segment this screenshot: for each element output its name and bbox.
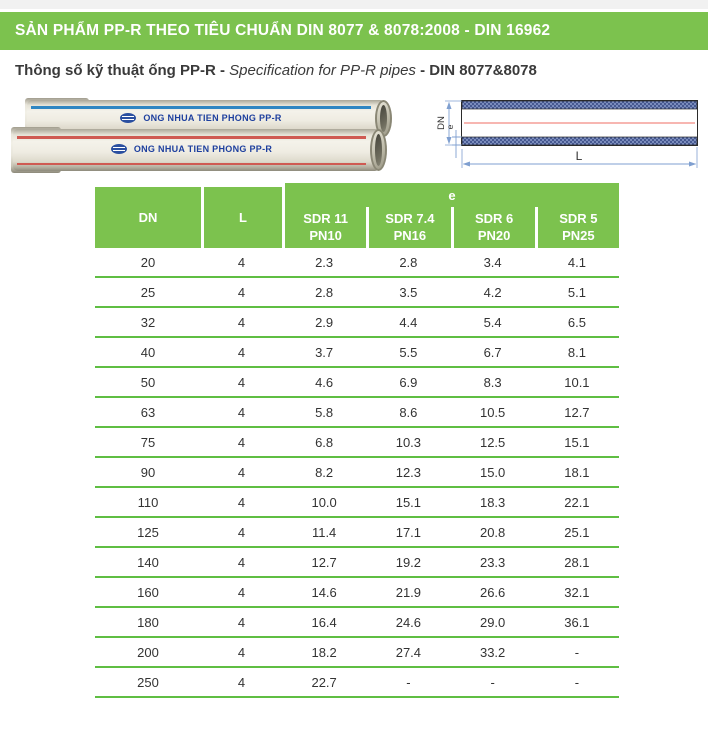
cell-e-value: 10.1 xyxy=(535,368,619,398)
cell-l: 4 xyxy=(201,368,282,398)
table-row xyxy=(95,638,619,668)
cell-e-value: 2.8 xyxy=(366,248,450,278)
header-e-group: e xyxy=(282,183,619,207)
cell-l: 4 xyxy=(201,608,282,638)
cell-e-value: 29.0 xyxy=(451,608,535,638)
cell-e-value: 12.7 xyxy=(282,548,366,578)
cell-e-value: 26.6 xyxy=(451,578,535,608)
cell-e-value: 8.1 xyxy=(535,338,619,368)
cell-dn: 90 xyxy=(95,458,201,488)
cell-e-value: 6.7 xyxy=(451,338,535,368)
cell-e-value: 24.6 xyxy=(366,608,450,638)
spec-table-body xyxy=(95,248,619,698)
cell-l: 4 xyxy=(201,338,282,368)
cell-e-value: 5.8 xyxy=(282,398,366,428)
cell-e-value: 2.8 xyxy=(282,278,366,308)
pipe-bottom xyxy=(13,129,380,171)
cell-e-value: 12.5 xyxy=(451,428,535,458)
pipe-bottom-end-cap xyxy=(370,129,387,171)
cell-l: 4 xyxy=(201,308,282,338)
cell-e-value: 2.9 xyxy=(282,308,366,338)
cell-dn: 250 xyxy=(95,668,201,698)
cell-dn: 180 xyxy=(95,608,201,638)
cell-e-value: 8.3 xyxy=(451,368,535,398)
table-row xyxy=(95,608,619,638)
table-row xyxy=(95,428,619,458)
cell-l: 4 xyxy=(201,458,282,488)
tien-phong-logo-icon xyxy=(120,113,136,123)
cell-l: 4 xyxy=(201,548,282,578)
cell-dn: 25 xyxy=(95,278,201,308)
pipes-illustration xyxy=(0,93,420,178)
table-row xyxy=(95,308,619,338)
cell-e-value: 27.4 xyxy=(366,638,450,668)
table-row xyxy=(95,398,619,428)
header-sdr5 xyxy=(535,207,619,248)
cell-dn: 40 xyxy=(95,338,201,368)
top-strip xyxy=(0,0,708,9)
diagram-dn-label: DN xyxy=(437,116,447,130)
table-row xyxy=(95,518,619,548)
pipe-top-blue-stripe-upper xyxy=(31,106,371,109)
pn-label: PN10 xyxy=(309,227,342,243)
cell-dn: 32 xyxy=(95,308,201,338)
cell-e-value: 6.5 xyxy=(535,308,619,338)
pn-label: PN16 xyxy=(393,227,427,243)
cell-e-value: 12.7 xyxy=(535,398,619,428)
cell-dn: 160 xyxy=(95,578,201,608)
cell-e-value: 20.8 xyxy=(451,518,535,548)
cell-e-value: 33.2 xyxy=(451,638,535,668)
cell-l: 4 xyxy=(201,488,282,518)
cell-e-value: 4.1 xyxy=(535,248,619,278)
pn-label: PN25 xyxy=(562,227,595,243)
table-row xyxy=(95,248,619,278)
cell-e-value: 3.4 xyxy=(451,248,535,278)
cell-l: 4 xyxy=(201,518,282,548)
table-row xyxy=(95,338,619,368)
cell-e-value: 15.0 xyxy=(451,458,535,488)
table-row xyxy=(95,548,619,578)
cell-l: 4 xyxy=(201,668,282,698)
cell-dn: 110 xyxy=(95,488,201,518)
table-row xyxy=(95,488,619,518)
table-row xyxy=(95,368,619,398)
table-row xyxy=(95,278,619,308)
cell-e-value: 22.7 xyxy=(282,668,366,698)
pipe-bottom-red-stripe-upper xyxy=(17,136,366,139)
pipe-wall-top xyxy=(462,101,697,109)
cell-dn: 63 xyxy=(95,398,201,428)
subtitle-dash2: - xyxy=(415,62,430,79)
dimension-diagram-svg xyxy=(437,94,705,176)
diagram-e-label: e xyxy=(445,124,455,130)
cell-e-value: 6.9 xyxy=(366,368,450,398)
subtitle-vietnamese: Thông số kỹ thuật ống PP-R xyxy=(15,62,216,79)
cell-l: 4 xyxy=(201,638,282,668)
cell-e-value: 11.4 xyxy=(282,518,366,548)
cell-e-value: 8.6 xyxy=(366,398,450,428)
header-sdr6 xyxy=(451,207,535,248)
cell-e-value: 3.7 xyxy=(282,338,366,368)
cell-dn: 50 xyxy=(95,368,201,398)
cell-dn: 75 xyxy=(95,428,201,458)
subtitle-dash1: - xyxy=(215,62,230,79)
cell-e-value: 8.2 xyxy=(282,458,366,488)
cell-e-value: 21.9 xyxy=(366,578,450,608)
cell-e-value: 18.1 xyxy=(535,458,619,488)
header-l: L xyxy=(201,183,282,248)
cell-e-value: 5.1 xyxy=(535,278,619,308)
pn-label: PN20 xyxy=(477,227,511,243)
cell-e-value: 6.8 xyxy=(282,428,366,458)
header-dn: DN xyxy=(95,183,201,248)
pipe-wall-bottom xyxy=(462,137,697,145)
cell-e-value: 4.2 xyxy=(451,278,535,308)
cell-e-value: 10.0 xyxy=(282,488,366,518)
cell-e-value: 5.4 xyxy=(451,308,535,338)
cell-l: 4 xyxy=(201,578,282,608)
header-sdr11 xyxy=(282,207,366,248)
banner-title: SẢN PHẨM PP-R THEO TIÊU CHUẨN DIN 8077 & 8078:2008 - DIN 16962 xyxy=(15,22,551,39)
pipe-brand-text: ONG NHUA TIEN PHONG PP-R xyxy=(143,113,282,123)
pipe-bottom-brand xyxy=(13,144,370,154)
cell-e-value: 2.3 xyxy=(282,248,366,278)
cell-e-value: 32.1 xyxy=(535,578,619,608)
cell-dn: 200 xyxy=(95,638,201,668)
subtitle-english: Specification for PP-R pipes xyxy=(229,62,416,79)
cell-e-value: - xyxy=(451,668,535,698)
cell-e-value: 28.1 xyxy=(535,548,619,578)
cell-l: 4 xyxy=(201,278,282,308)
subtitle xyxy=(15,62,537,79)
cell-e-value: 4.4 xyxy=(366,308,450,338)
pipe-top-brand xyxy=(27,113,375,123)
cell-e-value: 4.6 xyxy=(282,368,366,398)
cell-e-value: 36.1 xyxy=(535,608,619,638)
pipe-bottom-red-stripe-lower xyxy=(17,163,366,166)
cell-e-value: 15.1 xyxy=(535,428,619,458)
cell-e-value: 18.3 xyxy=(451,488,535,518)
cell-l: 4 xyxy=(201,398,282,428)
sdr-label: SDR 5 xyxy=(559,210,598,226)
cell-e-value: 12.3 xyxy=(366,458,450,488)
spec-table xyxy=(95,183,619,698)
table-row xyxy=(95,668,619,698)
cell-l: 4 xyxy=(201,428,282,458)
cell-e-value: - xyxy=(366,668,450,698)
cell-dn: 125 xyxy=(95,518,201,548)
subtitle-standard-code: DIN 8077&8078 xyxy=(429,62,537,79)
cell-e-value: 10.3 xyxy=(366,428,450,458)
cell-e-value: 17.1 xyxy=(366,518,450,548)
cell-e-value: 15.1 xyxy=(366,488,450,518)
section-banner xyxy=(0,12,708,50)
sdr-label: SDR 11 xyxy=(303,210,349,226)
table-row xyxy=(95,578,619,608)
cell-e-value: 5.5 xyxy=(366,338,450,368)
cell-e-value: 18.2 xyxy=(282,638,366,668)
cell-dn: 20 xyxy=(95,248,201,278)
sdr-label: SDR 7.4 xyxy=(385,210,435,226)
cell-e-value: - xyxy=(535,668,619,698)
pipe-brand-text: ONG NHUA TIEN PHONG PP-R xyxy=(133,144,273,154)
tien-phong-logo-icon xyxy=(111,144,127,154)
table-row xyxy=(95,458,619,488)
cell-e-value: 16.4 xyxy=(282,608,366,638)
cell-e-value: 3.5 xyxy=(366,278,450,308)
cell-dn: 140 xyxy=(95,548,201,578)
cell-e-value: 10.5 xyxy=(451,398,535,428)
cell-l: 4 xyxy=(201,248,282,278)
spec-table-header xyxy=(95,183,619,248)
sdr-label: SDR 6 xyxy=(474,210,514,226)
cell-e-value: 14.6 xyxy=(282,578,366,608)
header-sdr74 xyxy=(366,207,450,248)
cell-e-value: 25.1 xyxy=(535,518,619,548)
cell-e-value: 19.2 xyxy=(366,548,450,578)
pipe-dimension-diagram xyxy=(437,94,705,176)
cell-e-value: - xyxy=(535,638,619,668)
cell-e-value: 23.3 xyxy=(451,548,535,578)
diagram-l-label: L xyxy=(575,149,583,163)
cell-e-value: 22.1 xyxy=(535,488,619,518)
